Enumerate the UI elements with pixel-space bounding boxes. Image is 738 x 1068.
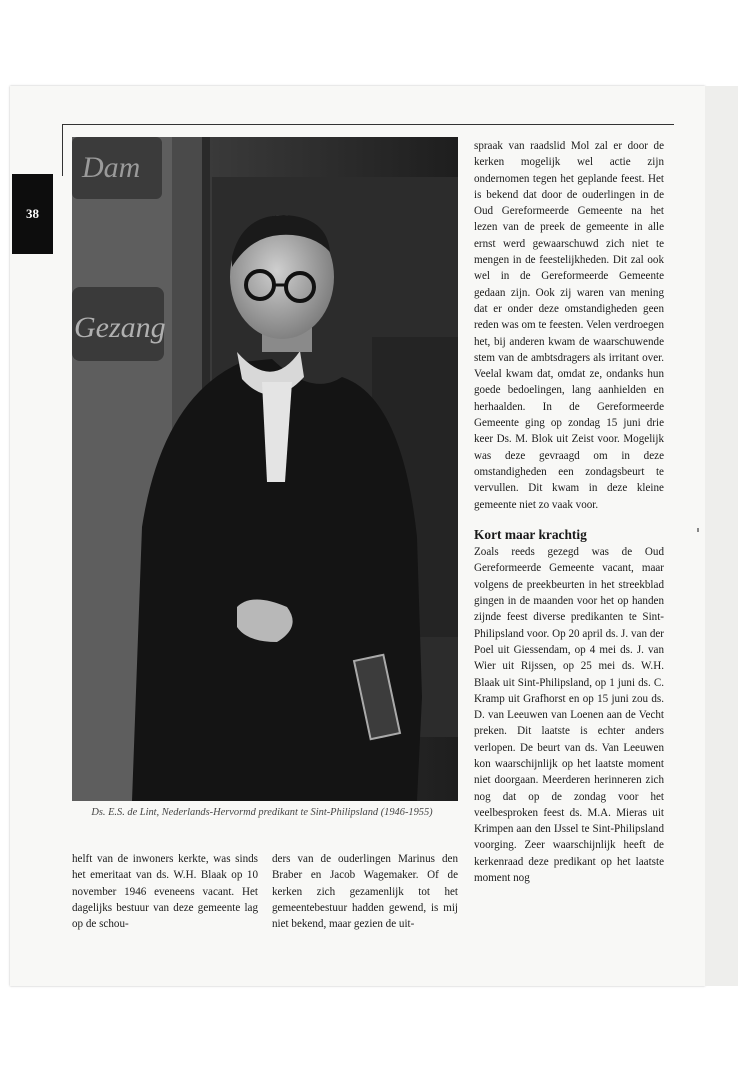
header-rule <box>62 124 674 125</box>
next-page-edge <box>705 86 738 986</box>
portrait-photo <box>72 137 458 801</box>
right-text-column <box>474 138 664 886</box>
portrait-photo-icon <box>72 137 458 801</box>
bottom-middle-paragraph: ders van de ouderlingen Marinus den Braber en Jacob Wagemaker. Of de kerken zich gezamenlijk tot het gemeentebestuur hadden gewend, is mij niet bekend, maar gezien de uit- <box>272 853 458 931</box>
page-number: 38 <box>26 206 39 221</box>
sign-text-middle: Gezang <box>74 311 166 344</box>
right-paragraph-2: Zoals reeds gezegd was de Oud Gereformeerde Gemeente vacant, maar volgens de preekbeurten in het streekblad gingen in de maanden voor het op handen zijnde feest diverse predikanten te Sint-Philipsland voor. Op 20 april ds. J. van der Poel uit Giessendam, op 4 mei ds. J. van Wier uit Rijssen, op 25 mei ds. W.H. Blaak uit Sint-Philipsland, op 1 juni ds. C. Kramp uit Grafhorst en op 15 juni zou ds. D. van Leeuwen van Loenen aan de Vecht preken. Dit laatste is echter anders verlopen. De beurt van ds. Van Leeuwen kon waarschijnlijk op het laatste moment niet doorgaan. Meerderen herinneren zich nog dat op de zondag voor het veelbesproken feest ds. M.A. Mieras uit Krimpen aan den IJssel te Sint-Philipsland voorging. Zeer waarschijnlijk heeft de kerkenraad deze predikant op het laatste moment nog <box>474 546 664 885</box>
bottom-left-column <box>72 851 258 932</box>
bottom-left-paragraph: helft van de inwoners kerkte, was sinds het emeritaat van ds. W.H. Blaak op 10 november 1946 eveneens vacant. Het dagelijks bestuur van deze gemeente lag op de schou- <box>72 853 258 931</box>
bottom-middle-column <box>272 851 458 932</box>
section-heading: Kort maar krachtig <box>474 526 587 542</box>
page-number-tab <box>12 174 53 254</box>
right-paragraph-1: spraak van raadslid Mol zal er door de kerken mogelijk wel actie zijn ondernomen tegen het geplande feest. Het is bekend dat door de ouderlingen in de Oud Gereformeerde Gemeente na het lezen van de preek de gemeente in alle ernst werd gewaarschuwd zich niet te mengen in de feestelijkheden. Dit zal ook wel in de Gereformeerde Gemeente gedaan zijn. Ook zij waren van mening dat er onder deze omstandigheden geen reden was om te feesten. Velen verdroegen het, bij anderen kwam de waarschuwende stem van de ambtsdragers als irritant over. Veelal kwam dat, omdat ze, ondanks hun goede bedoelingen, lang aanhielden en herhaalden. In de Gereformeerde Gemeente ging op zondag 15 juni drie keer Ds. M. Blok uit Zeist voor. Mogelijk was deze gevraagd om in deze omstandigheden een zondagsbeurt te vervullen. Dit kwam in deze kleine gemeente niet zo vaak voor. <box>474 140 664 511</box>
photo-caption: Ds. E.S. de Lint, Nederlands-Hervormd predikant te Sint-Philipsland (1946-1955) <box>91 807 433 818</box>
sign-text-top: Dam <box>82 151 141 184</box>
margin-mark <box>697 528 699 532</box>
header-rule-vertical <box>62 124 63 176</box>
